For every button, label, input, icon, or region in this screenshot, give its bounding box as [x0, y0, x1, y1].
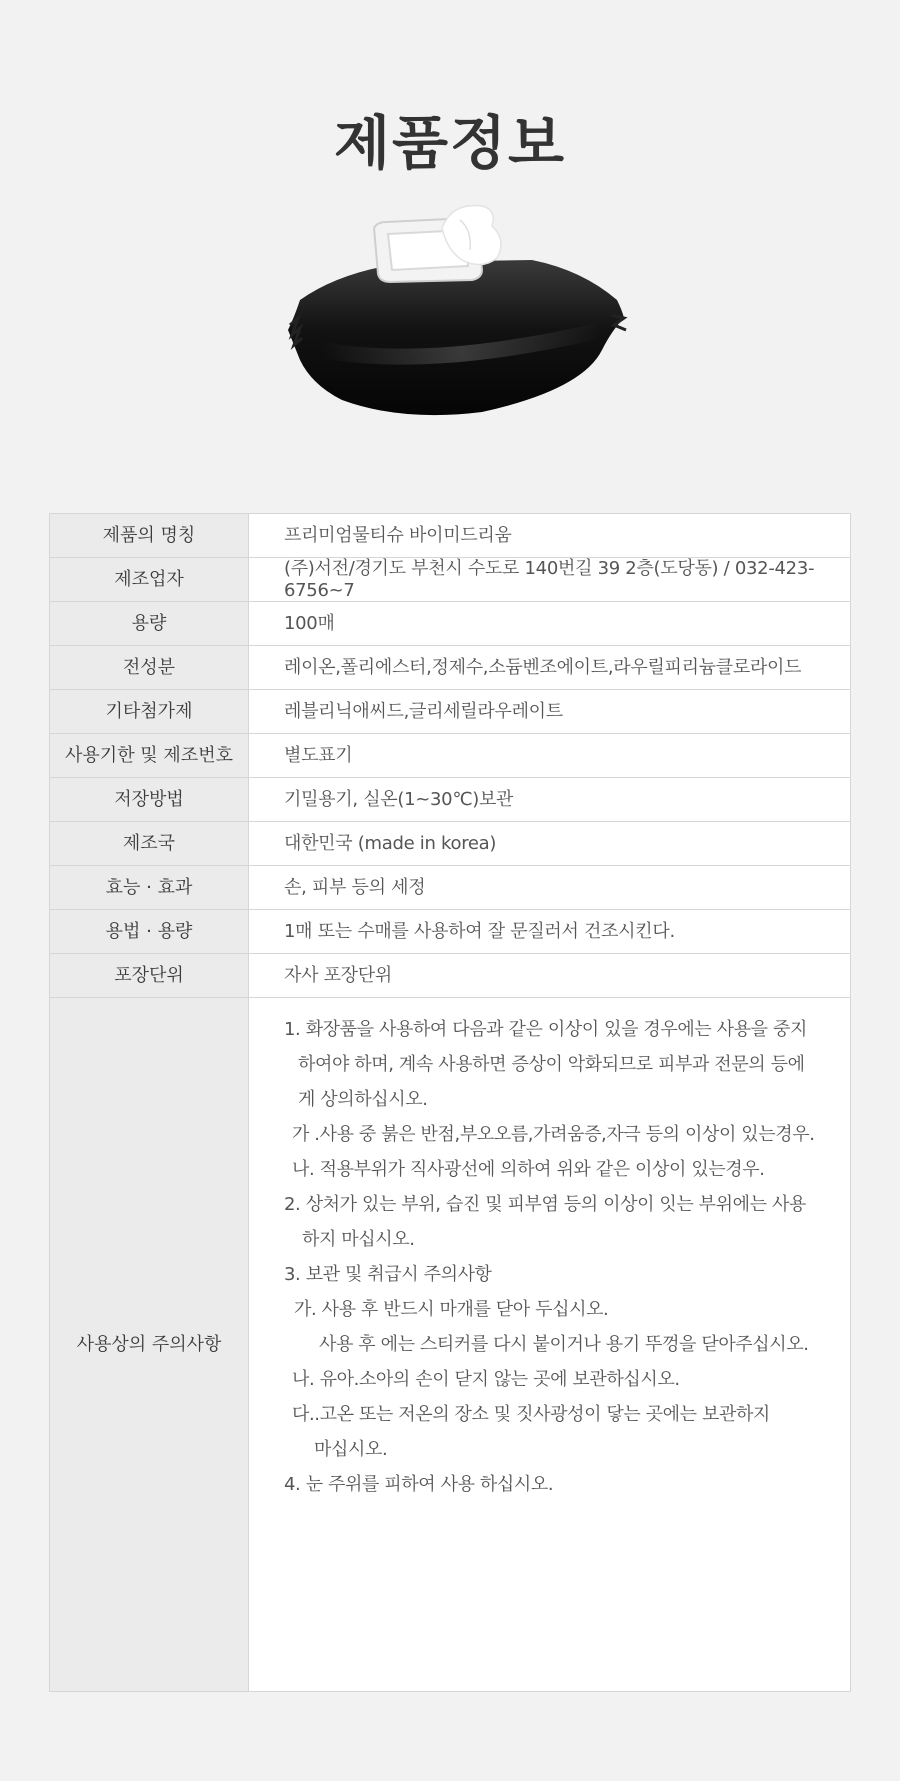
row-value: (주)서전/경기도 부천시 수도로 140번길 39 2층(도당동) / 032-423-6756~7	[249, 558, 851, 602]
wet-wipes-pack-icon	[282, 200, 628, 430]
caution-line: 나. 적용부위가 직사광선에 의하여 위와 같은 이상이 있는경우.	[292, 1159, 765, 1181]
row-value: 기밀용기, 실온(1~30℃)보관	[249, 778, 851, 822]
table-row	[50, 910, 851, 954]
row-label: 사용기한 및 제조번호	[50, 734, 249, 778]
row-label: 제품의 명칭	[50, 514, 249, 558]
caution-line: 1. 화장품을 사용하여 다음과 같은 이상이 있을 경우에는 사용을 중지	[284, 1019, 807, 1041]
row-value: 레이온,폴리에스터,정제수,소듐벤조에이트,라우릴피리늄클로라이드	[249, 646, 851, 690]
caution-row	[50, 998, 851, 1692]
caution-label: 사용상의 주의사항	[50, 998, 249, 1692]
row-label: 포장단위	[50, 954, 249, 998]
table-row	[50, 778, 851, 822]
row-label: 제조국	[50, 822, 249, 866]
caution-line: 3. 보관 및 취급시 주의사항	[284, 1264, 492, 1286]
caution-line: 2. 상처가 있는 부위, 습진 및 피부염 등의 이상이 잇는 부위에는 사용	[284, 1194, 806, 1216]
row-label: 효능 · 효과	[50, 866, 249, 910]
caution-line: 4. 눈 주위를 피하여 사용 하십시오.	[284, 1474, 554, 1496]
row-value: 프리미엄물티슈 바이미드리움	[249, 514, 851, 558]
row-value: 레블리닉애씨드,글리세릴라우레이트	[249, 690, 851, 734]
row-value: 100매	[249, 602, 851, 646]
caution-line: 나. 유아.소아의 손이 닫지 않는 곳에 보관하십시오.	[292, 1369, 680, 1391]
table-row	[50, 954, 851, 998]
caution-line: 하지 마십시오.	[302, 1229, 415, 1251]
row-label: 용량	[50, 602, 249, 646]
caution-line: 사용 후 에는 스티커를 다시 붙이거나 용기 뚜껑을 닫아주십시오.	[319, 1334, 809, 1356]
row-value: 1매 또는 수매를 사용하여 잘 문질러서 건조시킨다.	[249, 910, 851, 954]
row-label: 전성분	[50, 646, 249, 690]
row-label: 저장방법	[50, 778, 249, 822]
table-row	[50, 734, 851, 778]
caution-line: 게 상의하십시오.	[298, 1089, 428, 1111]
caution-line: 가. 사용 후 반드시 마개를 닫아 두십시오.	[294, 1299, 609, 1321]
table-row	[50, 514, 851, 558]
table-row	[50, 822, 851, 866]
caution-cell	[249, 998, 851, 1692]
table-row	[50, 690, 851, 734]
row-label: 기타첨가제	[50, 690, 249, 734]
row-label: 용법 · 용량	[50, 910, 249, 954]
caution-list	[284, 1012, 830, 1502]
caution-line: 마십시오.	[314, 1439, 388, 1461]
table-row	[50, 602, 851, 646]
caution-line: 다..고온 또는 저온의 장소 및 짓사광성이 닿는 곳에는 보관하지	[292, 1404, 770, 1426]
table-row	[50, 866, 851, 910]
row-label: 제조업자	[50, 558, 249, 602]
page-title: 제품정보	[333, 109, 567, 177]
product-info-table	[49, 513, 851, 1692]
table-row	[50, 646, 851, 690]
row-value: 손, 피부 등의 세정	[249, 866, 851, 910]
row-value: 대한민국 (made in korea)	[249, 822, 851, 866]
table-row	[50, 558, 851, 602]
row-value: 별도표기	[249, 734, 851, 778]
caution-line: 가 .사용 중 붉은 반점,부오오름,가려움증,자극 등의 이상이 있는경우.	[292, 1124, 815, 1146]
row-value: 자사 포장단위	[249, 954, 851, 998]
caution-line: 하여야 하며, 계속 사용하면 증상이 악화되므로 피부과 전문의 등에	[298, 1054, 805, 1076]
